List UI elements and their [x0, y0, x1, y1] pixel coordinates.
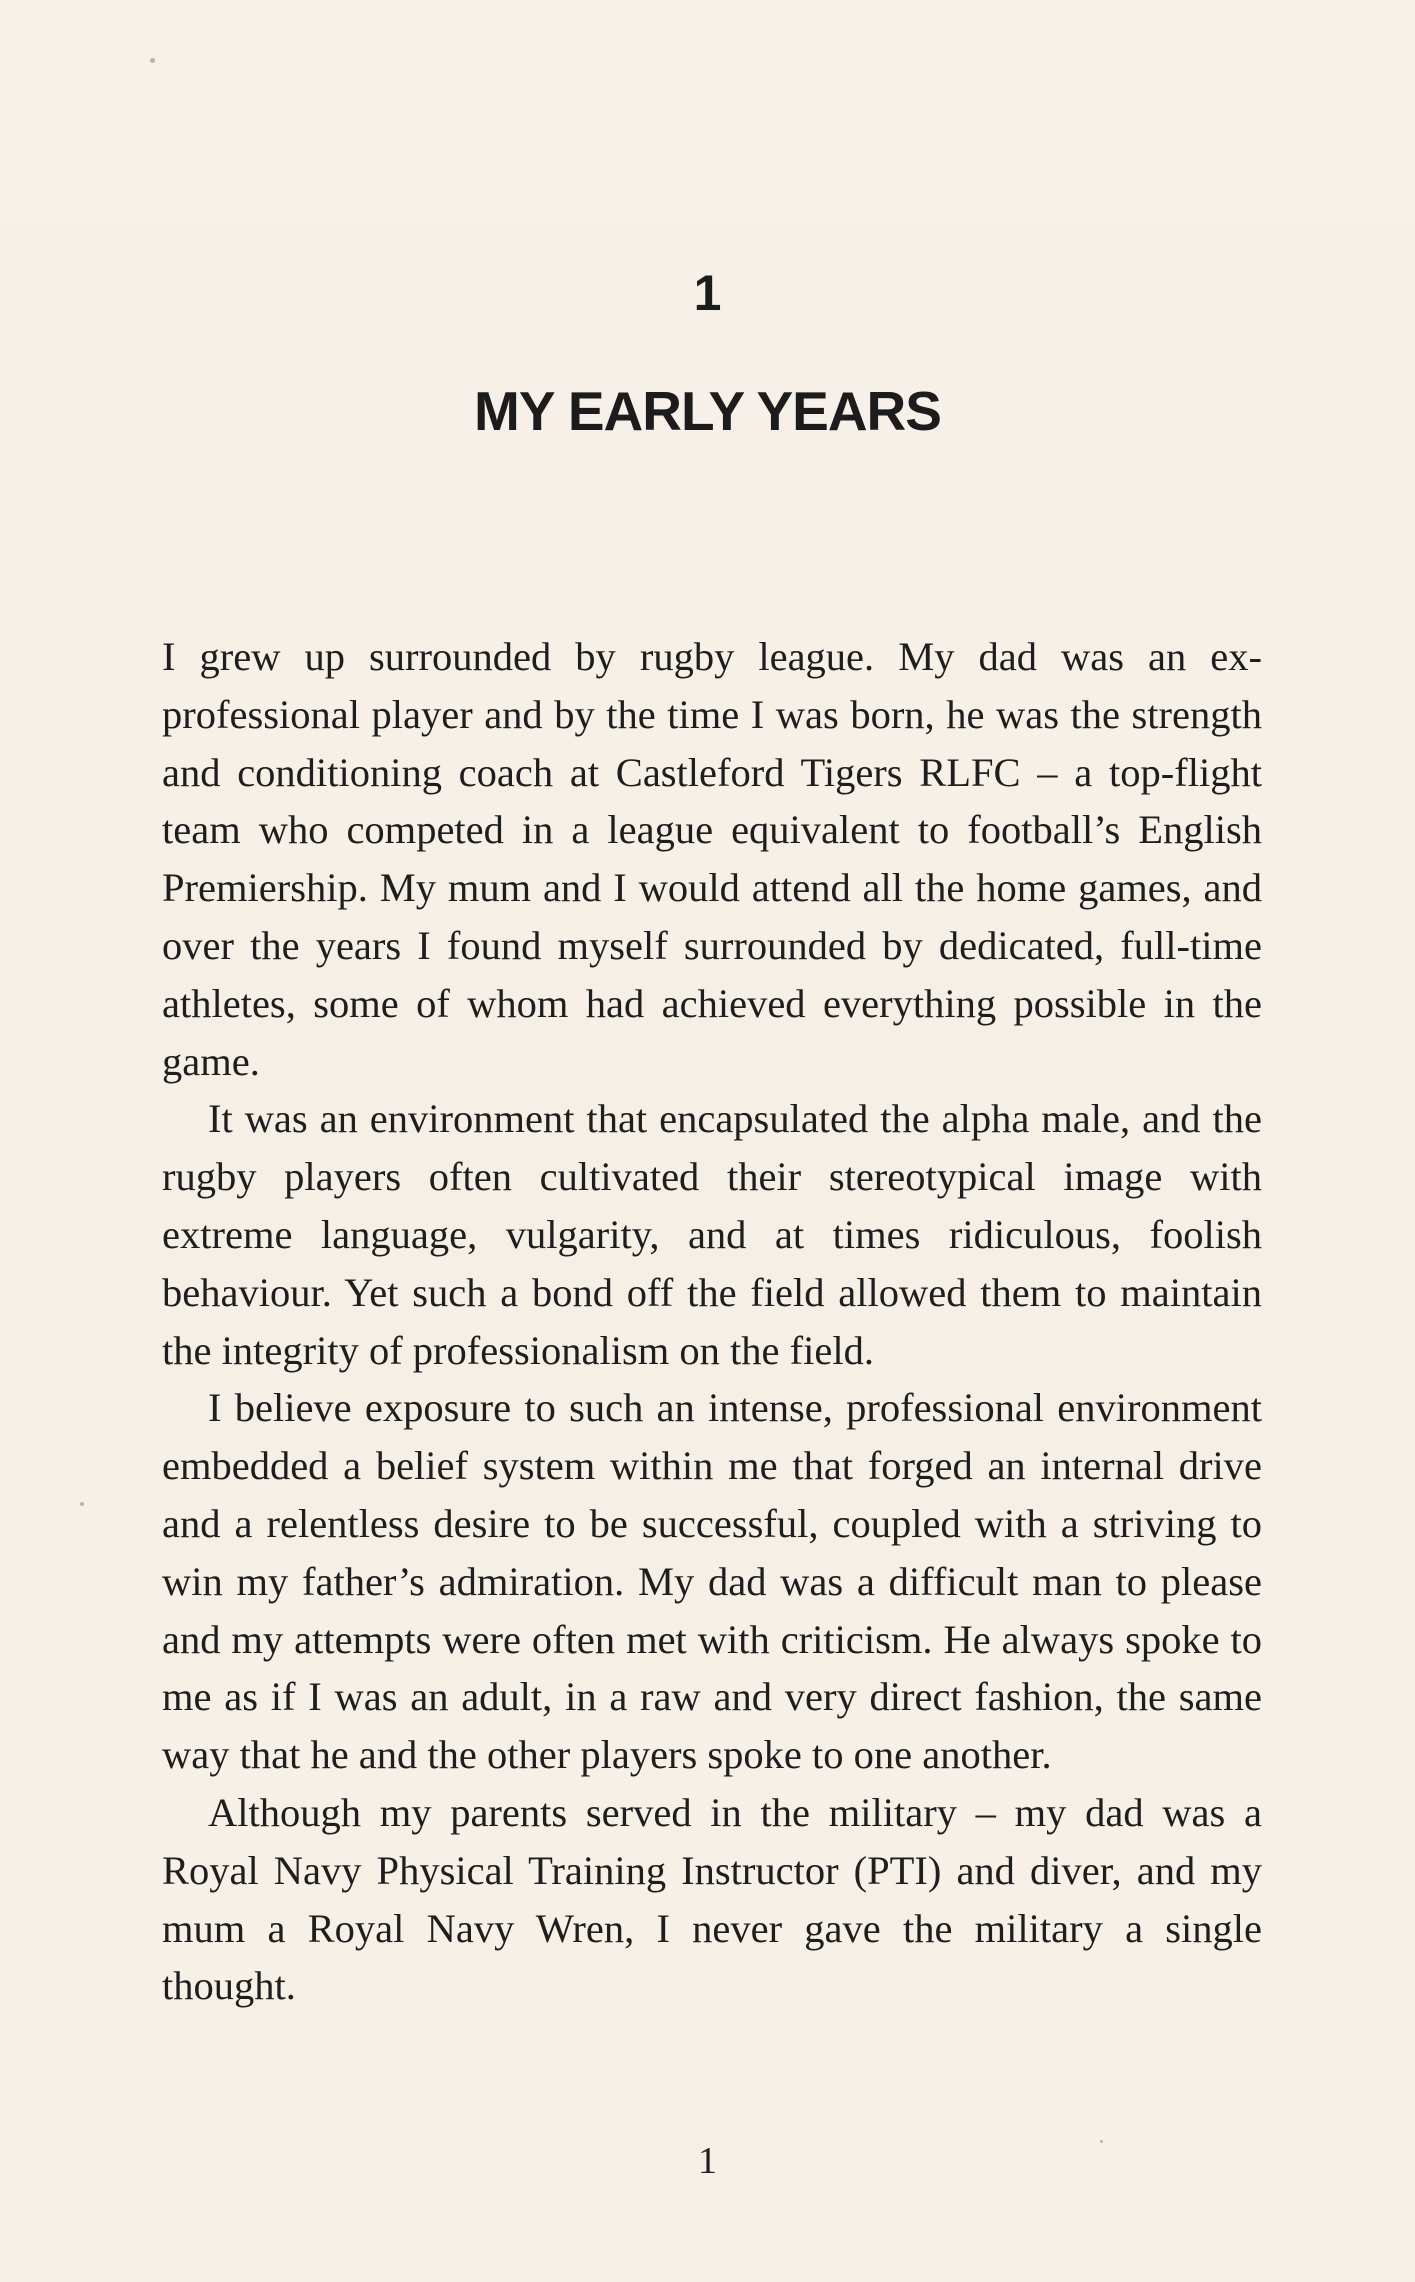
- chapter-body: [162, 628, 1262, 2015]
- paragraph-2: It was an environment that encapsulated the alpha male, and the rugby players often cultivated their stereotypical image with extreme language, vulgarity, and at times ridiculous, foolish behaviour. Yet such a bond off the field allowed them to maintain the integrity of professionalism on the field.: [162, 1096, 1262, 1373]
- paper-speck: [150, 58, 155, 63]
- chapter-number: 1: [693, 265, 722, 321]
- page-number: 1: [698, 2140, 717, 2182]
- chapter-title: MY EARLY YEARS: [474, 380, 941, 442]
- paragraph-3: I believe exposure to such an intense, professional environment embedded a belief system within me that forged an internal drive and a relentless desire to be successful, coupled with a striving to win my father’s admiration. My dad was a difficult man to please and my attempts were often met with criticism. He always spoke to me as if I was an adult, in a raw and very direct fashion, the same way that he and the other players spoke to one another.: [162, 1385, 1262, 1778]
- paragraph-4: Although my parents served in the military – my dad was a Royal Navy Physical Training Instructor (PTI) and diver, and my mum a Royal Navy Wren, I never gave the military a single thought.: [162, 1789, 1262, 2009]
- paper-speck: [80, 1502, 84, 1506]
- paragraph-1: I grew up surrounded by rugby league. My dad was an exprofessional player and by the time I was born, he was the strength and conditioning coach at Castleford Tigers RLFC – a top-flight team who competed in a league equivalent to football’s English Premiership. My mum and I would attend all the home games, and over the years I found myself surrounded by dedicated, full-time athletes, some of whom had achieved everything possible in the game.: [162, 634, 1262, 1084]
